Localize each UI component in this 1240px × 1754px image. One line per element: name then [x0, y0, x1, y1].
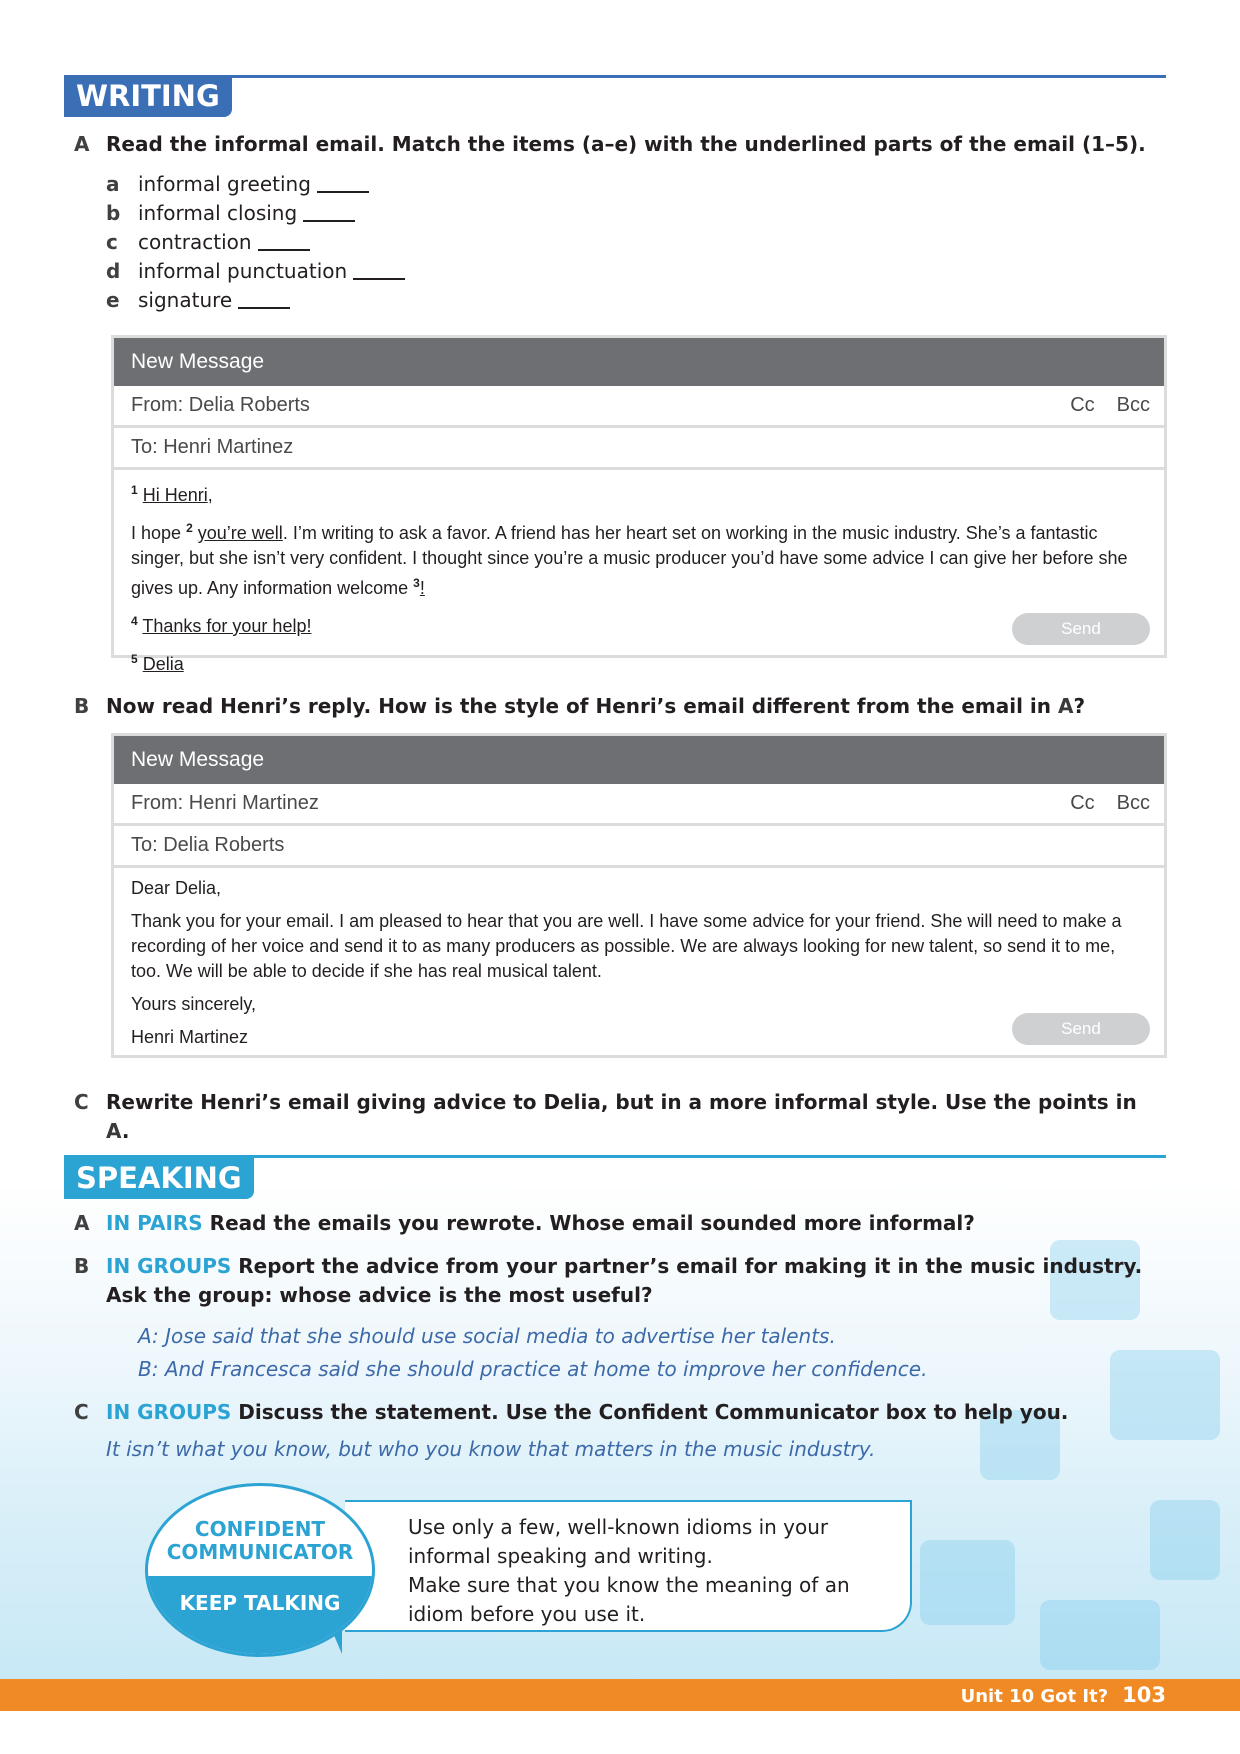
writing-question-b: B Now read Henri’s reply. How is the style of Henri’s email different from the email in A? — [74, 694, 1086, 718]
example-line-b: B: And Francesca said she should practice at home to improve her confidence. — [138, 1357, 928, 1381]
email-henri — [111, 733, 1167, 1058]
email-signature: $^5$ Delia — [131, 652, 184, 674]
email-to: To: Delia Roberts — [131, 834, 285, 856]
email-from-row — [114, 784, 1164, 826]
matching-items — [106, 170, 405, 315]
answer-blank[interactable] — [303, 220, 355, 222]
group-label: IN GROUPS — [106, 1400, 232, 1424]
email-closing: $^4$ Thanks for your help! — [131, 614, 312, 636]
email-header: New Message — [114, 736, 1164, 784]
confident-communicator-badge: CONFIDENT COMMUNICATOR KEEP TALKING — [145, 1483, 375, 1657]
answer-blank[interactable] — [353, 278, 405, 280]
cc-button[interactable]: Cc — [1070, 394, 1095, 416]
email-closing: Yours sincerely, — [131, 994, 257, 1014]
footer — [961, 1679, 1166, 1711]
matching-item: e signature — [106, 286, 405, 315]
writing-question-a — [74, 130, 1164, 159]
email-paragraph: Thank you for your email. I am pleased to hear that you are well. I have some advice for your friend. She will need to make a recording of her voice and send it to as many producers as possible. We are always looking for new talent, so send it to me, too. We will be able to decide if she has real musical talent. — [131, 911, 1122, 981]
unit-label: Unit 10 Got It? — [960, 1686, 1109, 1707]
answer-blank[interactable] — [258, 249, 310, 251]
email-greeting: $^1$ Hi Henri, — [131, 483, 213, 505]
answer-blank[interactable] — [317, 191, 369, 193]
email-to-row — [114, 826, 1164, 868]
writing-question-c: C Rewrite Henri’s email giving advice to Delia, but in a more informal style. Use the points in A. — [74, 1090, 1137, 1143]
email-header: New Message — [114, 338, 1164, 386]
speaking-question-c: C IN GROUPS Discuss the statement. Use the Confident Communicator box to help you. — [74, 1400, 1069, 1424]
tip-text: Use only a few, well-known idioms in your informal speaking and writing. Make sure that you know the meaning of an idiom before you use it. — [408, 1515, 850, 1626]
send-button[interactable]: Send — [1012, 613, 1150, 645]
email-paragraph: I hope $^2$ you’re well. I’m writing to ask a favor. A friend has her heart set on working in the music industry. She’s a fantastic singer, but she isn’t very confident. I thought since you’re a music producer you’d have some advice I can give her before she gives up. Any information welcome $^3$! — [131, 521, 1128, 598]
keep-talking-label: KEEP TALKING — [148, 1576, 372, 1654]
matching-item: a informal greeting — [106, 170, 405, 199]
speaking-heading: SPEAKING — [64, 1157, 254, 1199]
email-greeting: Dear Delia, — [131, 878, 222, 898]
email-from: From: Henri Martinez — [131, 792, 319, 814]
writing-heading: WRITING — [64, 75, 232, 117]
email-body — [114, 470, 1164, 674]
page-number: 103 — [1122, 1683, 1166, 1707]
question-letter: A — [74, 132, 90, 156]
speaking-question-a: A IN PAIRS Read the emails you rewrote. Whose email sounded more informal? — [74, 1211, 975, 1235]
bcc-button[interactable]: Bcc — [1116, 792, 1150, 814]
group-label: IN GROUPS — [106, 1254, 232, 1278]
answer-blank[interactable] — [238, 307, 290, 309]
matching-item: c contraction — [106, 228, 405, 257]
email-to: To: Henri Martinez — [131, 436, 294, 458]
matching-item: b informal closing — [106, 199, 405, 228]
pair-label: IN PAIRS — [106, 1211, 203, 1235]
email-from: From: Delia Roberts — [131, 394, 310, 416]
example-line-a: A: Jose said that she should use social media to advertise her talents. — [138, 1324, 836, 1348]
cc-button[interactable]: Cc — [1070, 792, 1095, 814]
email-signature: Henri Martinez — [131, 1027, 249, 1047]
send-button[interactable]: Send — [1012, 1013, 1150, 1045]
speaking-question-b: B IN GROUPS Report the advice from your partner’s email for making it in the music industry. Ask the group: whose advice is the most useful? — [74, 1254, 1143, 1307]
email-from-row — [114, 386, 1164, 428]
matching-item: d informal punctuation — [106, 257, 405, 286]
email-delia — [111, 335, 1167, 674]
discussion-statement: It isn’t what you know, but who you know that matters in the music industry. — [106, 1437, 876, 1461]
question-text: Read the informal email. Match the items (a–e) with the underlined parts of the email (1–5). — [106, 132, 1146, 156]
email-body — [114, 868, 1164, 1055]
email-to-row — [114, 428, 1164, 470]
bcc-button[interactable]: Bcc — [1116, 394, 1150, 416]
